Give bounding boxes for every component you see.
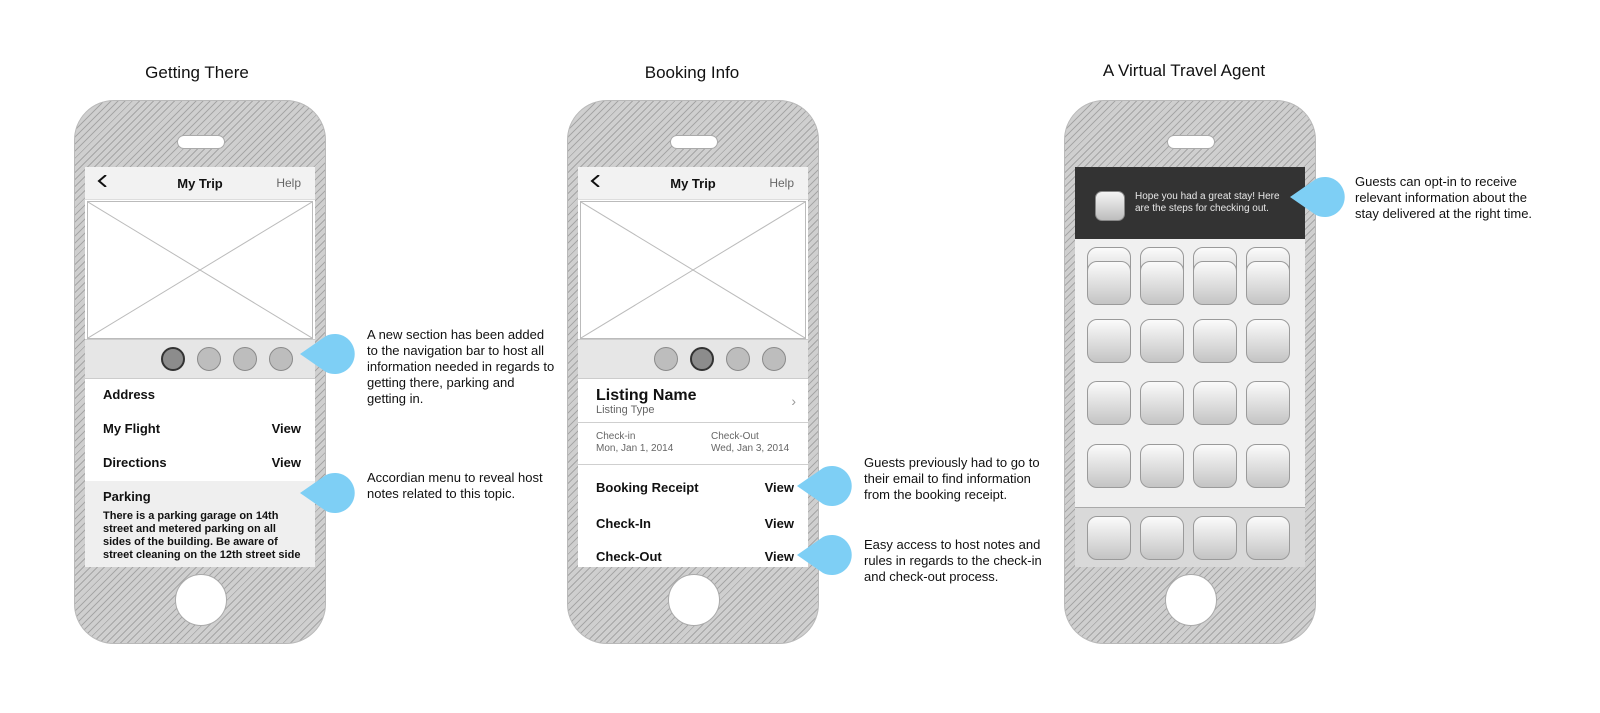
divider xyxy=(578,422,808,423)
nav-title: My Trip xyxy=(670,176,716,191)
speaker xyxy=(670,135,718,149)
screen xyxy=(578,167,808,567)
row-booking-receipt[interactable] xyxy=(578,472,808,502)
help-link[interactable]: Help xyxy=(769,176,794,190)
annotation-accordion: Accordian menu to reveal host notes related to this topic. xyxy=(367,470,543,501)
app-icon xyxy=(1095,191,1125,221)
app-icon[interactable] xyxy=(1193,319,1237,363)
home-button[interactable] xyxy=(175,574,227,626)
app-icon[interactable] xyxy=(1087,516,1131,560)
row-label: My Flight xyxy=(103,421,161,436)
notification-text: Hope you had a great stay! Here are the steps for checking out. xyxy=(1135,191,1280,214)
view-link[interactable]: View xyxy=(271,455,301,470)
section-title-booking-info: Booking Info xyxy=(644,63,740,82)
callout-pin xyxy=(300,332,360,376)
app-icon[interactable] xyxy=(1140,444,1184,488)
app-icon[interactable] xyxy=(1193,261,1237,305)
home-button[interactable] xyxy=(668,574,720,626)
listing-type: Listing Type xyxy=(596,404,655,416)
app-icon[interactable] xyxy=(1140,516,1184,560)
row-check-out[interactable] xyxy=(578,541,808,567)
section-icon-bar xyxy=(85,339,315,379)
checkout-label: Check-Out xyxy=(711,431,759,442)
section-title-getting-there: Getting There xyxy=(145,63,249,82)
speaker xyxy=(177,135,225,149)
car-icon[interactable] xyxy=(654,347,678,371)
annotation-host-notes: Easy access to host notes and rules in regards to the check-in and check-out process. xyxy=(864,537,1042,584)
row-check-in[interactable] xyxy=(578,508,808,538)
checkin-label: Check-in xyxy=(596,431,636,442)
row-address[interactable] xyxy=(85,379,315,409)
phone-getting-there xyxy=(74,100,326,644)
checkin-date: Mon, Jan 1, 2014 xyxy=(596,443,674,454)
divider xyxy=(578,464,808,465)
app-icon[interactable] xyxy=(1087,444,1131,488)
annotation-opt-in: Guests can opt-in to receive relevant information about the stay delivered at the right time. xyxy=(1355,174,1533,221)
callout-pin xyxy=(797,533,857,577)
dock xyxy=(1075,507,1305,567)
app-icon[interactable] xyxy=(1140,319,1184,363)
app-icon[interactable] xyxy=(1140,381,1184,425)
row-label: Check-Out xyxy=(596,549,662,564)
help-link[interactable]: Help xyxy=(276,176,301,190)
home-screen xyxy=(1075,167,1305,567)
view-link[interactable]: View xyxy=(764,516,794,531)
callout-pin xyxy=(1290,175,1350,219)
row-label: Parking xyxy=(103,489,151,504)
view-link[interactable]: View xyxy=(764,549,794,564)
navbar xyxy=(578,167,808,200)
person-icon[interactable] xyxy=(726,347,750,371)
app-icon[interactable] xyxy=(1246,444,1290,488)
chat-icon[interactable] xyxy=(762,347,786,371)
app-icon[interactable] xyxy=(1087,319,1131,363)
phone-virtual-travel-agent xyxy=(1064,100,1316,644)
car-icon[interactable] xyxy=(161,347,185,371)
person-icon[interactable] xyxy=(233,347,257,371)
navbar xyxy=(85,167,315,200)
view-link[interactable]: View xyxy=(764,480,794,495)
chat-icon[interactable] xyxy=(269,347,293,371)
row-label: Check-In xyxy=(596,516,651,531)
app-icon[interactable] xyxy=(1193,381,1237,425)
app-icon[interactable] xyxy=(1140,261,1184,305)
row-label: Address xyxy=(103,387,156,402)
speaker xyxy=(1167,135,1215,149)
chevron-right-icon[interactable]: › xyxy=(791,393,796,409)
app-icon[interactable] xyxy=(1087,381,1131,425)
row-label: Booking Receipt xyxy=(596,480,699,495)
callout-pin xyxy=(797,464,857,508)
view-link[interactable]: View xyxy=(271,421,301,436)
home-button[interactable] xyxy=(1165,574,1217,626)
image-placeholder xyxy=(580,201,806,339)
row-my-flight[interactable] xyxy=(85,413,315,443)
section-icon-bar xyxy=(578,339,808,379)
app-icon[interactable] xyxy=(1246,516,1290,560)
parking-notes: There is a parking garage on 14th street and metered parking on all sides of the building. Be aware of street cleaning on the 12th street side xyxy=(103,510,301,561)
image-placeholder xyxy=(87,201,313,339)
annotation-nav-section: A new section has been added to the navigation bar to host all information needed in regards to getting there, parking and getting in. xyxy=(367,327,555,406)
row-parking-accordion[interactable] xyxy=(85,481,315,567)
annotation-booking-receipt: Guests previously had to go to their email to find information from the booking receipt. xyxy=(864,455,1040,502)
app-icon[interactable] xyxy=(1246,319,1290,363)
app-icon[interactable] xyxy=(1087,261,1131,305)
nav-title: My Trip xyxy=(177,176,223,191)
push-notification[interactable] xyxy=(1075,167,1305,239)
listing-name[interactable]: Listing Name xyxy=(596,387,697,404)
row-label: Directions xyxy=(103,455,167,470)
app-icon[interactable] xyxy=(1193,516,1237,560)
screen xyxy=(85,167,315,567)
callout-pin xyxy=(300,471,360,515)
app-icon[interactable] xyxy=(1193,444,1237,488)
app-icon[interactable] xyxy=(1246,261,1290,305)
home-icon[interactable] xyxy=(690,347,714,371)
app-icon[interactable] xyxy=(1246,381,1290,425)
phone-booking-info xyxy=(567,100,819,644)
row-directions[interactable] xyxy=(85,447,315,477)
section-title-virtual-travel-agent: A Virtual Travel Agent xyxy=(1102,61,1266,80)
home-icon[interactable] xyxy=(197,347,221,371)
checkout-date: Wed, Jan 3, 2014 xyxy=(711,443,790,454)
